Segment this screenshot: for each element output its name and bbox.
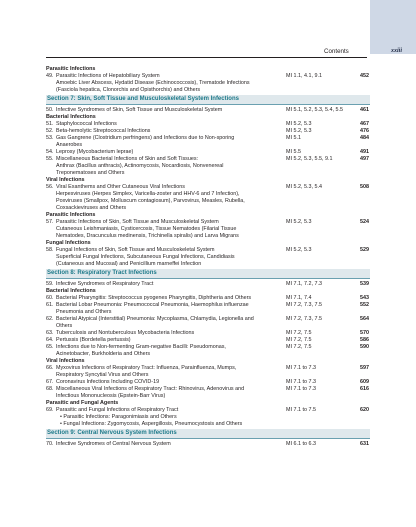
chapter-page: 597	[360, 365, 369, 371]
chapter-entry	[46, 337, 370, 344]
chapter-number: 58.	[46, 247, 54, 253]
chapter-number: 60.	[46, 295, 54, 301]
competency-codes: MI 7.2, 7.3, 7.5	[286, 302, 322, 308]
chapter-title: Miscellaneous Bacterial Infections of Skin and Soft Tissues:	[56, 156, 199, 162]
chapter-entry	[46, 135, 370, 142]
chapter-title: Infections due to Non-fermenting Gram-negative Bacilli: Pseudomonas,	[56, 344, 226, 350]
chapter-page: 529	[360, 247, 369, 253]
chapter-title: Infective Syndromes of Skin, Soft Tissue and Musculoskeletal System	[56, 107, 223, 113]
table-of-contents	[46, 66, 370, 448]
chapter-number: 59.	[46, 281, 54, 287]
chapter-number: 55.	[46, 156, 54, 162]
page-number: xxiii	[390, 48, 402, 54]
chapter-title: Bacterial Pharyngitis: Streptococcus pyogenes Pharyngitis, Diphtheria and Others	[56, 295, 252, 301]
chapter-entry	[46, 344, 370, 351]
chapter-page: 461	[360, 107, 369, 113]
chapter-entry	[46, 302, 370, 309]
chapter-entry	[46, 330, 370, 337]
chapter-subtitle: Anthrax (Bacillus anthracis), Actinomycosis, Nocardiosis, Nonvenereal	[56, 163, 224, 169]
bullet-item: • Parasitic Infections: Paragonimiasis and Others	[60, 414, 177, 420]
competency-codes: MI 7.1 to 7.5	[286, 407, 316, 413]
competency-codes: MI 7.2, 7.3, 7.5	[286, 316, 322, 322]
section-heading	[46, 429, 370, 439]
competency-codes: MI 5.1	[286, 135, 301, 141]
chapter-page: 497	[360, 156, 369, 162]
chapter-page: 570	[360, 330, 369, 336]
chapter-entry	[46, 219, 370, 226]
chapter-number: 49.	[46, 73, 54, 79]
chapter-subtitle: Infectious Mononucleosis (Epstein-Barr Virus)	[56, 393, 166, 399]
chapter-page: 631	[360, 441, 369, 447]
chapter-subtitle: Respiratory Syncytial Virus and Others	[56, 372, 149, 378]
competency-codes: MI 7.1 to 7.3	[286, 365, 316, 371]
category-heading: Parasitic and Fungal Agents	[46, 400, 119, 406]
competency-codes: MI 7.2, 7.5	[286, 344, 312, 350]
chapter-entry	[46, 407, 370, 414]
chapter-page: 543	[360, 295, 369, 301]
chapter-subtitle: Coxsackieviruses and Others	[56, 205, 127, 211]
chapter-page: 452	[360, 73, 369, 79]
chapter-entry	[46, 73, 370, 80]
chapter-subtitle: Acinetobacter, Burkholderia and Others	[56, 351, 151, 357]
chapter-title: Infective Syndromes of Central Nervous System	[56, 441, 171, 447]
competency-codes: MI 7.2, 7.5	[286, 330, 312, 336]
corner-tab	[370, 0, 416, 54]
chapter-page: 620	[360, 407, 369, 413]
competency-codes: MI 6.1 to 6.3	[286, 441, 316, 447]
chapter-number: 62.	[46, 316, 54, 322]
chapter-subtitle: Superficial Fungal Infections, Subcutaneous Fungal Infections, Candidiasis	[56, 254, 235, 260]
category-heading: Fungal Infections	[46, 240, 91, 246]
competency-codes: MI 5.2, 5.3	[286, 247, 312, 253]
chapter-entry	[46, 281, 370, 288]
chapter-entry	[46, 184, 370, 191]
header-rule	[46, 57, 367, 58]
chapter-title: Parasitic Infections of Hepatobiliary System	[56, 73, 160, 79]
section-heading	[46, 269, 370, 279]
chapter-subtitle: Poxviruses (Smallpox, Molluscum contagiosum), Parvovirus, Measles, Rubella,	[56, 198, 245, 204]
category-heading: Parasitic Infections	[46, 212, 96, 218]
chapter-entry	[46, 107, 370, 114]
chapter-subtitle: (Fasciola hepatica, Clonorchis and Opisthorchis) and Others	[56, 87, 201, 93]
chapter-subtitle: Cutaneous Leishmaniasis, Cysticercosis, Tissue Nematodes (Filarial Tissue	[56, 226, 237, 232]
chapter-page: 609	[360, 379, 369, 385]
chapter-subtitle: Treponematoses and Others	[56, 170, 125, 176]
chapter-number: 61.	[46, 302, 54, 308]
competency-codes: MI 5.2, 5.3, 5.4	[286, 184, 322, 190]
section-title: Section 9: Central Nervous System Infections	[47, 430, 177, 436]
section-title: Section 8: Respiratory Tract Infections	[47, 270, 157, 276]
chapter-title: Parasitic and Fungal Infections of Respiratory Tract	[56, 407, 179, 413]
competency-codes: MI 5.2, 5.3, 5.5, 9.1	[286, 156, 333, 162]
chapter-title: Pertussis (Bordetella pertussis)	[56, 337, 131, 343]
chapter-entry	[46, 365, 370, 372]
competency-codes: MI 5.2, 5.3	[286, 219, 312, 225]
chapter-number: 56.	[46, 184, 54, 190]
chapter-number: 64.	[46, 337, 54, 343]
chapter-number: 68.	[46, 386, 54, 392]
chapter-title: Myxovirus Infections of Respiratory Tract: Influenza, Parainfluenza, Mumps,	[56, 365, 237, 371]
chapter-subtitle: (Cutaneous and Mucosal) and Penicillium marneffei Infection	[56, 261, 202, 267]
chapter-page: 467	[360, 121, 369, 127]
chapter-number: 51.	[46, 121, 54, 127]
competency-codes: MI 5.5	[286, 149, 301, 155]
chapter-entry	[46, 128, 370, 135]
chapter-title: Coronavirus Infections Including COVID-19	[56, 379, 160, 385]
chapter-number: 63.	[46, 330, 54, 336]
competency-codes: MI 7.1, 7.2, 7.3	[286, 281, 322, 287]
chapter-page: 616	[360, 386, 369, 392]
category-heading: Viral Infections	[46, 177, 85, 183]
chapter-page: 564	[360, 316, 369, 322]
chapter-page: 491	[360, 149, 369, 155]
chapter-title: Staphylococcal Infections	[56, 121, 117, 127]
chapter-page: 590	[360, 344, 369, 350]
competency-codes: MI 5.2, 5.3	[286, 128, 312, 134]
chapter-entry	[46, 386, 370, 393]
chapter-subtitle: Anaerobes	[56, 142, 83, 148]
competency-codes: MI 1.1, 4.1, 9.1	[286, 73, 322, 79]
chapter-number: 53.	[46, 135, 54, 141]
chapter-number: 65.	[46, 344, 54, 350]
chapter-entry	[46, 149, 370, 156]
chapter-title: Bacterial Atypical (Interstitial) Pneumonia: Mycoplasma, Chlamydia, Legionella and	[56, 316, 254, 322]
chapter-page: 539	[360, 281, 369, 287]
chapter-page: 552	[360, 302, 369, 308]
chapter-subtitle: Pneumonia and Others	[56, 309, 112, 315]
competency-codes: MI 5.2, 5.3	[286, 121, 312, 127]
chapter-page: 508	[360, 184, 369, 190]
bullet-item: • Fungal Infections: Zygomycosis, Aspergillosis, Pneumocystosis and Others	[60, 421, 243, 427]
competency-codes: MI 7.1, 7.4	[286, 295, 312, 301]
chapter-title: Beta-hemolytic Streptococcal Infections	[56, 128, 151, 134]
chapter-number: 66.	[46, 365, 54, 371]
chapter-title: Miscellaneous Viral Infections of Respiratory Tract: Rhinovirus, Adenovirus and	[56, 386, 245, 392]
chapter-subtitle: Nematodes, Dracunculus medinensis, Trichinella spiralis) and Larva Migrans	[56, 233, 239, 239]
category-heading: Bacterial Infections	[46, 114, 96, 120]
chapter-entry	[46, 295, 370, 302]
chapter-entry	[46, 121, 370, 128]
chapter-title: Bacterial Lobar Pneumonia: Pneumococcal Pneumonia, Haemophilus influenzae	[56, 302, 249, 308]
chapter-number: 57.	[46, 219, 54, 225]
section-title: Section 7: Skin, Soft Tissue and Musculoskeletal System Infections	[47, 96, 239, 102]
chapter-subtitle: Herpesviruses (Herpes Simplex, Varicella-zoster and HHV-6 and 7 Infection),	[56, 191, 240, 197]
chapter-title: Viral Exanthems and Other Cutaneous Viral Infections	[56, 184, 185, 190]
chapter-entry	[46, 316, 370, 323]
chapter-subtitle: Others	[56, 323, 73, 329]
chapter-title: Gas Gangrene (Clostridium perfringens) and Infections due to Non-sporing	[56, 135, 235, 141]
chapter-page: 586	[360, 337, 369, 343]
chapter-title: Parasitic Infections of Skin, Soft Tissue and Musculoskeletal System	[56, 219, 219, 225]
chapter-entry	[46, 156, 370, 163]
competency-codes: MI 7.2, 7.5	[286, 337, 312, 343]
competency-codes: MI 7.1 to 7.3	[286, 386, 316, 392]
chapter-number: 69.	[46, 407, 54, 413]
chapter-number: 54.	[46, 149, 54, 155]
section-heading	[46, 95, 370, 105]
chapter-page: 524	[360, 219, 369, 225]
chapter-page: 476	[360, 128, 369, 134]
chapter-number: 67.	[46, 379, 54, 385]
category-heading: Bacterial Infections	[46, 288, 96, 294]
category-heading: Viral Infections	[46, 358, 85, 364]
chapter-page: 484	[360, 135, 369, 141]
chapter-entry	[46, 379, 370, 386]
chapter-entry	[46, 441, 370, 448]
chapter-title: Fungal Infections of Skin, Soft Tissue and Musculoskeletal System	[56, 247, 215, 253]
chapter-number: 70.	[46, 441, 54, 447]
chapter-subtitle: Amoebic Liver Abscess, Hydatid Disease (Echinococcosis), Trematode Infections	[56, 80, 250, 86]
competency-codes: MI 5.1, 5.2, 5.3, 5.4, 5.5	[286, 107, 343, 113]
category-heading: Parasitic Infections	[46, 66, 96, 72]
chapter-title: Tuberculosis and Nontuberculous Mycobacteria Infections	[56, 330, 195, 336]
chapter-title: Infective Syndromes of Respiratory Tract	[56, 281, 154, 287]
running-header: Contents	[324, 48, 349, 55]
chapter-title: Leprosy (Mycobacterium leprae)	[56, 149, 134, 155]
chapter-entry	[46, 247, 370, 254]
chapter-number: 50.	[46, 107, 54, 113]
chapter-number: 52.	[46, 128, 54, 134]
competency-codes: MI 7.1 to 7.3	[286, 379, 316, 385]
